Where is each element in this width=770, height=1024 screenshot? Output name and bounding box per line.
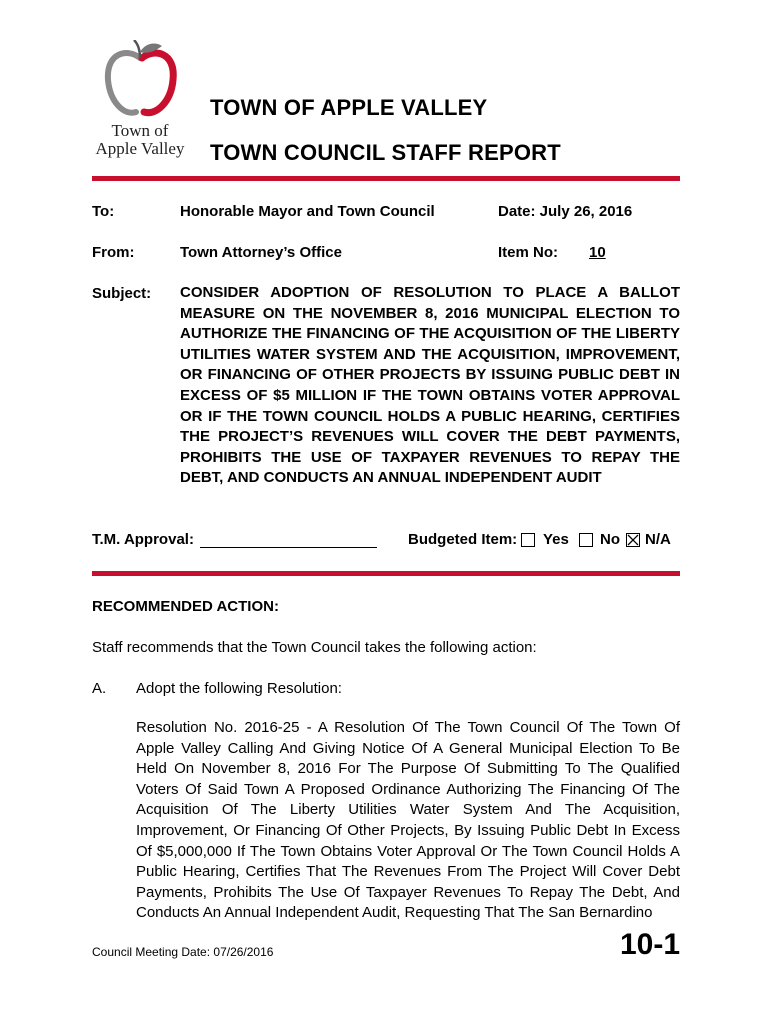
subject-text: CONSIDER ADOPTION OF RESOLUTION TO PLACE A BALLOT MEASURE ON THE NOVEMBER 8, 2016 MUNICIPAL ELECTION TO AUTHORIZE THE FINANCING OF THE ACQUISITION OF THE LIBERTY UTILITIES WATER SYSTEM AND THE ACQUISITION, IMPROVEMENT, OR FINANCING OF OTHER PROJECTS BY ISSUING PUBLIC DEBT IN EXCESS OF $5 MILLION IF THE TOWN OBTAINS VOTER APPROVAL OR IF THE TOWN COUNCIL HOLDS A PUBLIC HEARING, CERTIFIES THE PROJECT’S REVENUES WILL COVER THE DEBT PAYMENTS, PROHIBITS THE USE OF TAXPAYER REVENUES TO REPAY THE DEBT, AND CONDUCTS AN ANNUAL INDEPENDENT AUDIT <box>180 284 680 487</box>
from-value: Town Attorney’s Office <box>180 244 342 261</box>
logo-text-line2: Apple Valley <box>95 139 185 158</box>
apple-logo-icon <box>100 40 180 118</box>
budgeted-yes-checkbox[interactable] <box>521 533 535 547</box>
section-divider <box>92 571 680 576</box>
item-a-letter: A. <box>92 680 107 697</box>
budgeted-na-checkbox[interactable] <box>626 533 640 547</box>
checkbox-x-icon <box>627 534 639 546</box>
to-value: Honorable Mayor and Town Council <box>180 203 435 220</box>
budgeted-no-checkbox[interactable] <box>579 533 593 547</box>
tm-approval-label: T.M. Approval: <box>92 531 194 548</box>
page-title: TOWN OF APPLE VALLEY <box>210 95 488 120</box>
item-label: Item No: <box>498 244 558 261</box>
subject-label: Subject: <box>92 285 152 302</box>
from-label: From: <box>92 244 135 261</box>
recommended-action-heading: RECOMMENDED ACTION: <box>92 598 279 615</box>
date-text: Date: July 26, 2016 <box>498 203 633 220</box>
item-a-text: Adopt the following Resolution: <box>136 680 342 697</box>
footer-meeting-date: Council Meeting Date: 07/26/2016 <box>92 945 274 959</box>
page-number: 10-1 <box>619 928 680 961</box>
budgeted-na-label: N/A <box>645 531 671 548</box>
budgeted-item-label: Budgeted Item: <box>408 531 518 548</box>
resolution-text: Resolution No. 2016-25 - A Resolution Of The Town Council Of The Town Of Apple Valley Calling And Giving Notice Of A General Municipal Election To Be Held On November 8, 2016 For The Purpose Of Submitting To The Qualified Voters Of Said Town A Proposed Ordinance Authorizing The Financing Of The Acquisition Of The Liberty Utilities Water System And The Acquisition, Improvement, Or Financing Of Other Projects, By Issuing Public Debt In Excess Of $5,000,000 If The Town Obtains Voter Approval Or The Town Council Holds A Public Hearing, Certifies That The Revenues From The Project Will Cover Debt Payments, Prohibits The Use Of Taxpayer Revenues To Repay The Debt, And Conducts An Annual Independent Audit, Requesting That The San Bernardino <box>136 719 680 922</box>
item-value: 10 <box>589 244 606 261</box>
to-label: To: <box>92 203 115 220</box>
header-divider <box>92 176 680 181</box>
budgeted-no-label: No <box>600 531 620 548</box>
tm-approval-signature-line[interactable] <box>200 547 377 548</box>
logo-text-line1: Town of <box>111 121 169 140</box>
budgeted-yes-label: Yes <box>543 531 569 548</box>
recommendation-intro: Staff recommends that the Town Council takes the following action: <box>92 639 537 656</box>
page-subtitle: TOWN COUNCIL STAFF REPORT <box>210 140 561 165</box>
